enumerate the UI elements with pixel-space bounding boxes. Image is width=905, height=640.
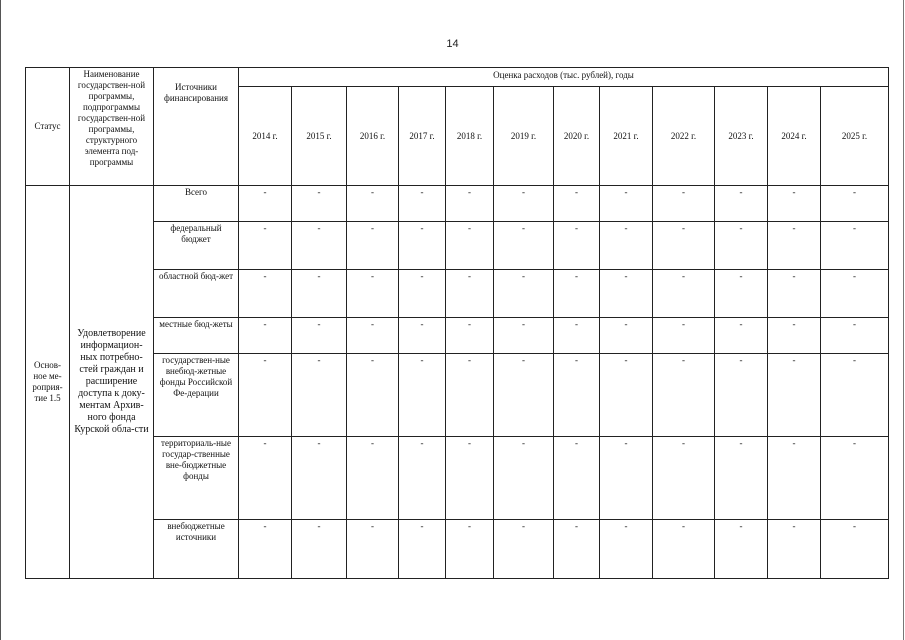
value-cell: - [347,222,399,270]
value-cell: - [554,222,600,270]
value-cell: - [600,318,653,354]
value-cell: - [554,354,600,437]
table-row [26,354,889,437]
value-cell: - [821,520,889,579]
value-cell: - [554,186,600,222]
value-cell: - [399,222,446,270]
value-cell: - [821,270,889,318]
value-cell: - [715,354,768,437]
header-program-name: Наименование государствен-ной программы, подпрограммы государствен-ной программы, структурного элемента под-программы [70,68,154,186]
value-cell: - [715,222,768,270]
value-cell: - [653,270,715,318]
value-cell: - [768,270,821,318]
budget-table [25,67,889,579]
value-cell: - [821,437,889,520]
value-cell: - [768,520,821,579]
year-header: 2022 г. [653,87,715,186]
value-cell: - [821,222,889,270]
row-name: Удовлетворение информацион-ных потребно-стей граждан и расширение доступа к доку-ментам Архив-ного фонда Курской обла-сти [70,186,154,579]
value-cell: - [399,354,446,437]
value-cell: - [768,437,821,520]
value-cell: - [768,354,821,437]
value-cell: - [554,437,600,520]
value-cell: - [239,354,292,437]
year-header: 2024 г. [768,87,821,186]
value-cell: - [554,270,600,318]
year-header: 2015 г. [292,87,347,186]
value-cell: - [768,186,821,222]
value-cell: - [494,318,554,354]
value-cell: - [653,354,715,437]
page-number: 14 [446,38,459,50]
value-cell: - [600,520,653,579]
value-cell: - [347,354,399,437]
value-cell: - [239,520,292,579]
table-row [26,437,889,520]
table-row [26,222,889,270]
value-cell: - [600,270,653,318]
header-sources: Источники финансирования [154,68,239,186]
value-cell: - [768,222,821,270]
value-cell: - [494,270,554,318]
value-cell: - [600,437,653,520]
value-cell: - [239,437,292,520]
source-label: областной бюд-жет [154,270,239,318]
row-status: Основ-ное ме-роприя-тие 1.5 [26,186,70,579]
value-cell: - [494,354,554,437]
header-expenses: Оценка расходов (тыс. рублей), годы [239,68,889,87]
value-cell: - [292,437,347,520]
value-cell: - [494,437,554,520]
value-cell: - [554,520,600,579]
year-header: 2021 г. [600,87,653,186]
year-header: 2019 г. [494,87,554,186]
value-cell: - [446,354,494,437]
value-cell: - [653,437,715,520]
source-label: внебюджетные источники [154,520,239,579]
value-cell: - [821,354,889,437]
value-cell: - [347,186,399,222]
value-cell: - [292,222,347,270]
value-cell: - [446,270,494,318]
value-cell: - [292,186,347,222]
value-cell: - [239,318,292,354]
value-cell: - [715,318,768,354]
value-cell: - [715,520,768,579]
value-cell: - [399,318,446,354]
value-cell: - [399,520,446,579]
value-cell: - [239,222,292,270]
value-cell: - [292,520,347,579]
value-cell: - [446,222,494,270]
value-cell: - [494,520,554,579]
value-cell: - [494,186,554,222]
value-cell: - [600,354,653,437]
source-label: федеральный бюджет [154,222,239,270]
value-cell: - [653,186,715,222]
value-cell: - [347,270,399,318]
year-header: 2014 г. [239,87,292,186]
value-cell: - [292,318,347,354]
source-label: территориаль-ные государ-ственные вне-бюджетные фонды [154,437,239,520]
year-header: 2025 г. [821,87,889,186]
value-cell: - [600,222,653,270]
year-header: 2017 г. [399,87,446,186]
value-cell: - [494,222,554,270]
value-cell: - [399,270,446,318]
value-cell: - [554,318,600,354]
value-cell: - [239,186,292,222]
source-label: Всего [154,186,239,222]
value-cell: - [292,270,347,318]
table-row [26,318,889,354]
value-cell: - [715,437,768,520]
value-cell: - [446,437,494,520]
header-status: Статус [26,68,70,186]
table-row [26,520,889,579]
value-cell: - [653,318,715,354]
value-cell: - [446,318,494,354]
value-cell: - [399,186,446,222]
value-cell: - [399,437,446,520]
table-row [26,270,889,318]
year-header: 2016 г. [347,87,399,186]
value-cell: - [600,186,653,222]
value-cell: - [239,270,292,318]
value-cell: - [446,186,494,222]
value-cell: - [292,354,347,437]
value-cell: - [821,318,889,354]
value-cell: - [768,318,821,354]
value-cell: - [347,318,399,354]
source-label: местные бюд-жеты [154,318,239,354]
value-cell: - [715,270,768,318]
year-header: 2018 г. [446,87,494,186]
year-header: 2020 г. [554,87,600,186]
value-cell: - [653,520,715,579]
value-cell: - [653,222,715,270]
value-cell: - [347,437,399,520]
year-header: 2023 г. [715,87,768,186]
source-label: государствен-ные внебюд-жетные фонды Российской Фе-дерации [154,354,239,437]
value-cell: - [347,520,399,579]
table-row [26,186,889,222]
value-cell: - [446,520,494,579]
value-cell: - [715,186,768,222]
value-cell: - [821,186,889,222]
